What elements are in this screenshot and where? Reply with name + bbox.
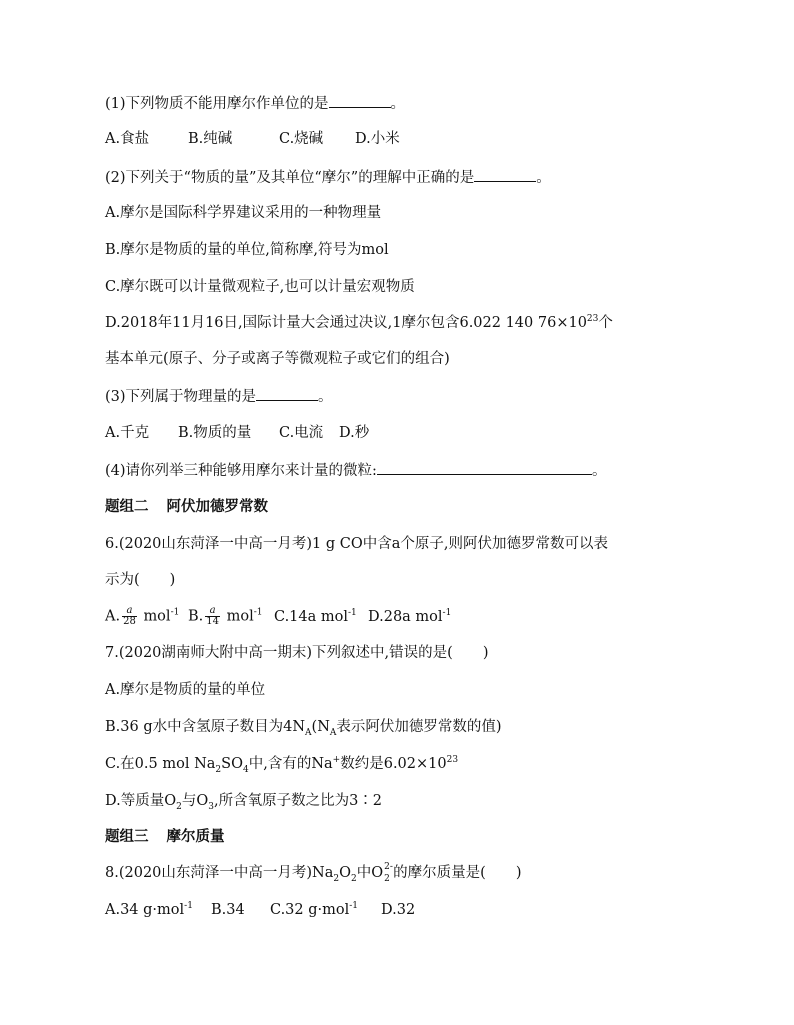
- q5-part4-stem: (4)请你列举三种能够用摩尔来计量的微粒: 。: [105, 460, 606, 481]
- option-d[interactable]: D.秒: [339, 425, 370, 441]
- q5-part1-options: [105, 129, 400, 149]
- ion-charge: 2- 2: [384, 862, 393, 884]
- option-b[interactable]: B. $\frac{a}{14}$ mol$^{-1}$: [188, 605, 263, 627]
- q7-stem: 7.(2020湖南师大附中高一期末)下列叙述中,错误的是( ): [105, 645, 489, 661]
- option-c[interactable]: C.烧碱: [279, 131, 324, 147]
- option-a[interactable]: A.千克: [105, 425, 150, 441]
- option-c[interactable]: C.14a mol$^{-1}$: [274, 607, 357, 625]
- option-d[interactable]: D.28a mol$^{-1}$: [368, 607, 452, 625]
- q5-part2-option-a[interactable]: A.摩尔是国际科学界建议采用的一种物理量: [105, 205, 382, 221]
- option-d[interactable]: D.32: [381, 902, 416, 918]
- section-heading-2: 题组二 阿伏加德罗常数: [105, 499, 268, 515]
- answer-blank[interactable]: [377, 460, 592, 475]
- q7-option-a[interactable]: A.摩尔是物质的量的单位: [105, 682, 266, 698]
- q5-part2-option-c[interactable]: C.摩尔既可以计量微观粒子,也可以计量宏观物质: [105, 279, 415, 295]
- q5-part2-stem: (2)下列关于“物质的量”及其单位“摩尔”的理解中正确的是 。: [105, 167, 551, 188]
- option-b[interactable]: B.物质的量: [178, 425, 252, 441]
- q5-part2-option-d-cont: 基本单元(原子、分子或离子等微观粒子或它们的组合): [105, 351, 450, 367]
- q6-options: [105, 606, 451, 627]
- q6-stem: 6.(2020山东菏泽一中高一月考)1 g CO中含a个原子,则阿伏加德罗常数可以表: [105, 536, 609, 552]
- q6-stem-cont: 示为( ): [105, 572, 176, 588]
- q8-options: [105, 900, 415, 920]
- option-d[interactable]: D.小米: [355, 131, 400, 147]
- option-a[interactable]: A.食盐: [105, 131, 150, 147]
- option-c[interactable]: C.电流: [279, 425, 324, 441]
- option-b[interactable]: B.纯碱: [188, 131, 233, 147]
- q5-part2-option-d[interactable]: D.2018年11月16日,国际计量大会通过决议,1摩尔包含6.022 140 $76\times 10^{23}$个: [105, 314, 613, 331]
- option-a[interactable]: A. $\frac{a}{28}$ mol$^{-1}$: [105, 605, 180, 627]
- q7-option-c[interactable]: C.在0.5 mol $Na_2SO_4$中,含有的Na+数约是$6.02\times 10^{23}$: [105, 755, 459, 775]
- answer-blank[interactable]: [474, 167, 536, 182]
- q5-part2-option-b[interactable]: B.摩尔是物质的量的单位,简称摩,符号为mol: [105, 242, 389, 258]
- q8-stem: 8.(2020山东菏泽一中高一月考)$Na_2O_2$中O 2- 2 的摩尔质量是( ): [105, 862, 522, 884]
- q5-part3-options: [105, 423, 369, 443]
- option-b[interactable]: B.34: [211, 902, 245, 918]
- fraction: $\frac{a}{28}$: [123, 605, 136, 627]
- answer-blank[interactable]: [329, 93, 391, 108]
- q5-part3-stem: (3)下列属于物理量的是 。: [105, 386, 333, 407]
- q7-option-b[interactable]: B.36 g水中含氢原子数目为$4N_A(N_A$表示阿伏加德罗常数的值): [105, 719, 502, 738]
- answer-blank[interactable]: [256, 386, 318, 401]
- section-heading-3: 题组三 摩尔质量: [105, 829, 225, 845]
- q7-option-d[interactable]: D.等质量$O_2$与$O_3$,所含氧原子数之比为3∶2: [105, 793, 383, 812]
- q5-part1-stem: (1)下列物质不能用摩尔作单位的是 。: [105, 93, 405, 114]
- fraction: $\frac{a}{14}$: [206, 605, 219, 627]
- option-a[interactable]: A.34 g·mol$^{-1}$: [105, 901, 193, 918]
- option-c[interactable]: C.32 g·mol$^{-1}$: [270, 901, 359, 918]
